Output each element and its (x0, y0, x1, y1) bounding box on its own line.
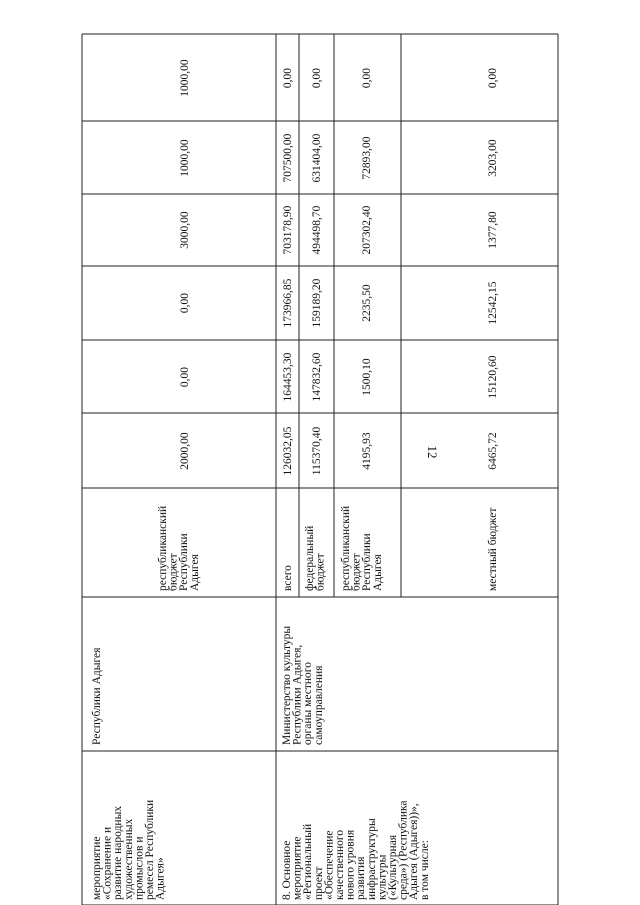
value-cell: 0,00 (282, 67, 294, 89)
value-cell: 115370,40 (311, 426, 323, 476)
activity-line-line: нового уровня (344, 829, 357, 900)
executor-line-line: самоуправления (312, 665, 325, 745)
activity-line-line: среда») (Республика (397, 800, 410, 900)
value-cell: 164453,30 (282, 352, 294, 402)
value-cell: 707500,00 (282, 133, 294, 183)
activity-line-line: Адыгея» (154, 857, 167, 900)
activity-line-line: инфраструктуры (365, 818, 378, 900)
source-line: всего (282, 565, 294, 591)
source-line-line: бюджет (167, 553, 180, 591)
value-cell: 0,00 (179, 292, 191, 314)
value-cell: 3000,00 (179, 211, 191, 249)
value-cell: 207302,40 (361, 205, 373, 255)
source-line: Адыгея (371, 554, 384, 591)
prev-source-cell (157, 506, 201, 591)
value-cell: 1000,00 (179, 139, 191, 177)
source-line: бюджет (350, 553, 363, 591)
source-line-line: Республики (178, 533, 191, 591)
activity-line-line: ремесел Республики (144, 799, 156, 900)
value-cell: 159189,20 (311, 278, 323, 328)
activity-line-line: «Сохранение и (101, 826, 114, 900)
activity-line-line: в том числе: (418, 840, 431, 900)
source-line: бюджет (314, 553, 327, 591)
value-cell: 147832,60 (311, 352, 323, 402)
value-cell: 494498,70 (311, 205, 323, 255)
prev-executor-cell (91, 647, 103, 745)
activity-line-line: 8. Основное (281, 840, 293, 900)
activity-line-line: («Культурная (387, 834, 399, 900)
activity-line-line: культуры (376, 854, 389, 900)
activity-line-line: качественного (334, 829, 346, 900)
row8-funding (282, 68, 499, 591)
value-cell: 72893,00 (361, 136, 373, 180)
value-cell: 12542,15 (487, 281, 499, 325)
page-number: 12 (425, 445, 441, 459)
value-cell: 126032,05 (282, 426, 294, 476)
activity-line-line: промыслов и (133, 836, 146, 900)
executor-line-line: Республики Адыгея (91, 647, 103, 745)
activity-line-line: Адыгея (Адыгея))», (408, 803, 421, 900)
row8-activity-cell (281, 800, 431, 900)
prev-row (91, 59, 201, 900)
value-cell: 6465,72 (487, 432, 499, 470)
activity-line-line: развития (355, 856, 368, 900)
source-line: федеральный (304, 525, 316, 591)
source-line-line: Адыгея (188, 554, 201, 591)
value-cell: 0,00 (311, 67, 323, 89)
executor-line-line: органы местного (302, 662, 315, 745)
activity-line-line: проект (312, 866, 325, 900)
value-cell: 15120,60 (487, 355, 499, 399)
value-cell: 703178,90 (282, 205, 294, 255)
executor-line-line: Министерство культуры (281, 625, 293, 745)
activity-line-line: мероприятие (91, 836, 103, 900)
value-cell: 3203,00 (487, 139, 499, 177)
row8-executor-cell (281, 626, 325, 745)
value-cell: 0,00 (179, 366, 191, 388)
value-cell: 1377,80 (487, 211, 499, 249)
activity-line-line: «Региональный (302, 823, 315, 900)
activity-line-line: «Обеспечение (323, 830, 336, 900)
value-cell: 173966,85 (282, 278, 294, 328)
value-cell: 2235,50 (361, 284, 373, 322)
activity-line-line: мероприятие (291, 836, 304, 900)
value-cell: 1000,00 (179, 59, 191, 97)
activity-line-line: художественных (122, 818, 135, 900)
source-line: республиканский (340, 505, 352, 591)
source-line: местный бюджет (487, 507, 499, 591)
row-8 (281, 68, 499, 900)
value-cell: 2000,00 (179, 432, 191, 470)
value-cell: 0,00 (361, 67, 373, 89)
value-cell: 631404,00 (311, 133, 323, 183)
value-cell: 1500,10 (361, 358, 373, 396)
value-cell: 4195,93 (361, 432, 373, 470)
activity-line-line: развитие народных (112, 805, 125, 900)
value-cell: 0,00 (487, 67, 499, 89)
prev-activity-cell (91, 800, 167, 900)
executor-line-line: Республики Адыгея, (291, 644, 304, 745)
source-line-line: республиканский (157, 505, 169, 591)
source-line: Республики (361, 533, 374, 591)
